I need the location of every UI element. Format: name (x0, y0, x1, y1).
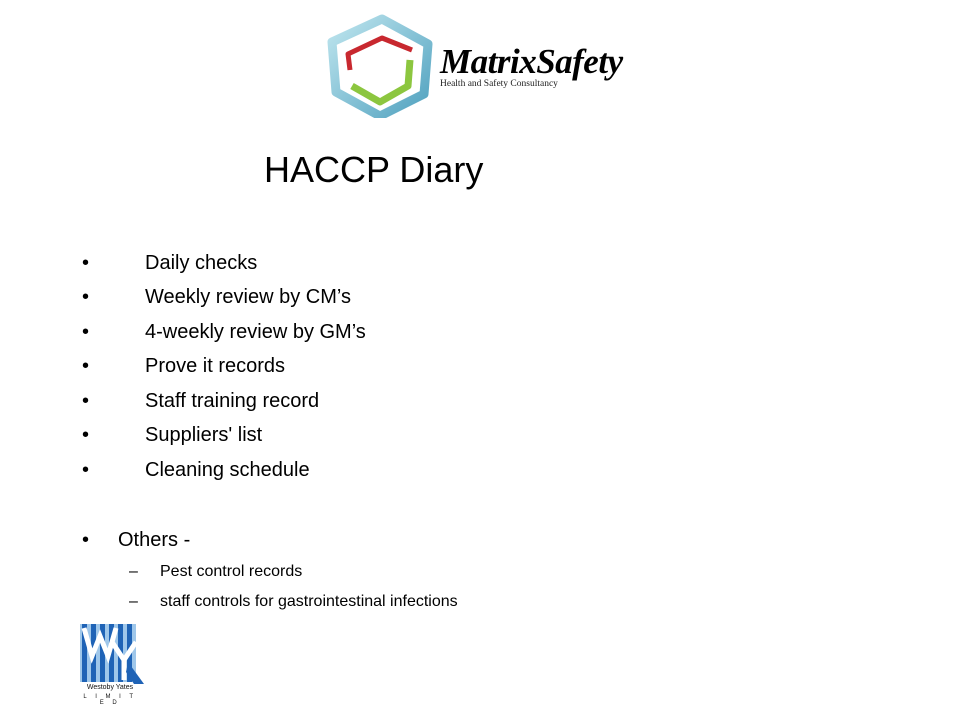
wy-company-name: Westoby Yates (86, 684, 134, 691)
bullet-symbol: • (82, 355, 90, 377)
bullet-symbol: • (82, 390, 90, 412)
dash-symbol: – (129, 563, 138, 580)
slide-title: HACCP Diary (264, 149, 484, 190)
bullet-text: Suppliers' list (145, 424, 263, 446)
sub-item-text: Pest control records (160, 563, 303, 580)
sub-item-text: staff controls for gastrointestinal infections (160, 593, 458, 610)
brand-tagline: Health and Safety Consultancy (440, 79, 558, 89)
wy-monogram-icon (78, 622, 150, 684)
bullet-symbol: • (82, 529, 90, 551)
bullet-text: Cleaning schedule (145, 459, 310, 481)
brand-name: MatrixSafety (440, 42, 623, 81)
bullet-symbol: • (82, 321, 90, 343)
bullet-text: Weekly review by CM’s (145, 286, 351, 308)
bullet-text: Staff training record (145, 390, 320, 412)
bullet-text: 4-weekly review by GM’s (145, 321, 366, 343)
bullet-symbol: • (82, 459, 90, 481)
dash-symbol: – (129, 593, 138, 610)
bullet-text: Daily checks (145, 252, 258, 274)
bullet-symbol: • (82, 424, 90, 446)
others-label: Others - (118, 529, 191, 551)
wy-limited-label: L I M I T E D (83, 694, 137, 706)
brand-wordmark (440, 44, 623, 79)
bullet-symbol: • (82, 286, 90, 308)
bullet-symbol: • (82, 252, 90, 274)
bullet-text: Prove it records (145, 355, 286, 377)
